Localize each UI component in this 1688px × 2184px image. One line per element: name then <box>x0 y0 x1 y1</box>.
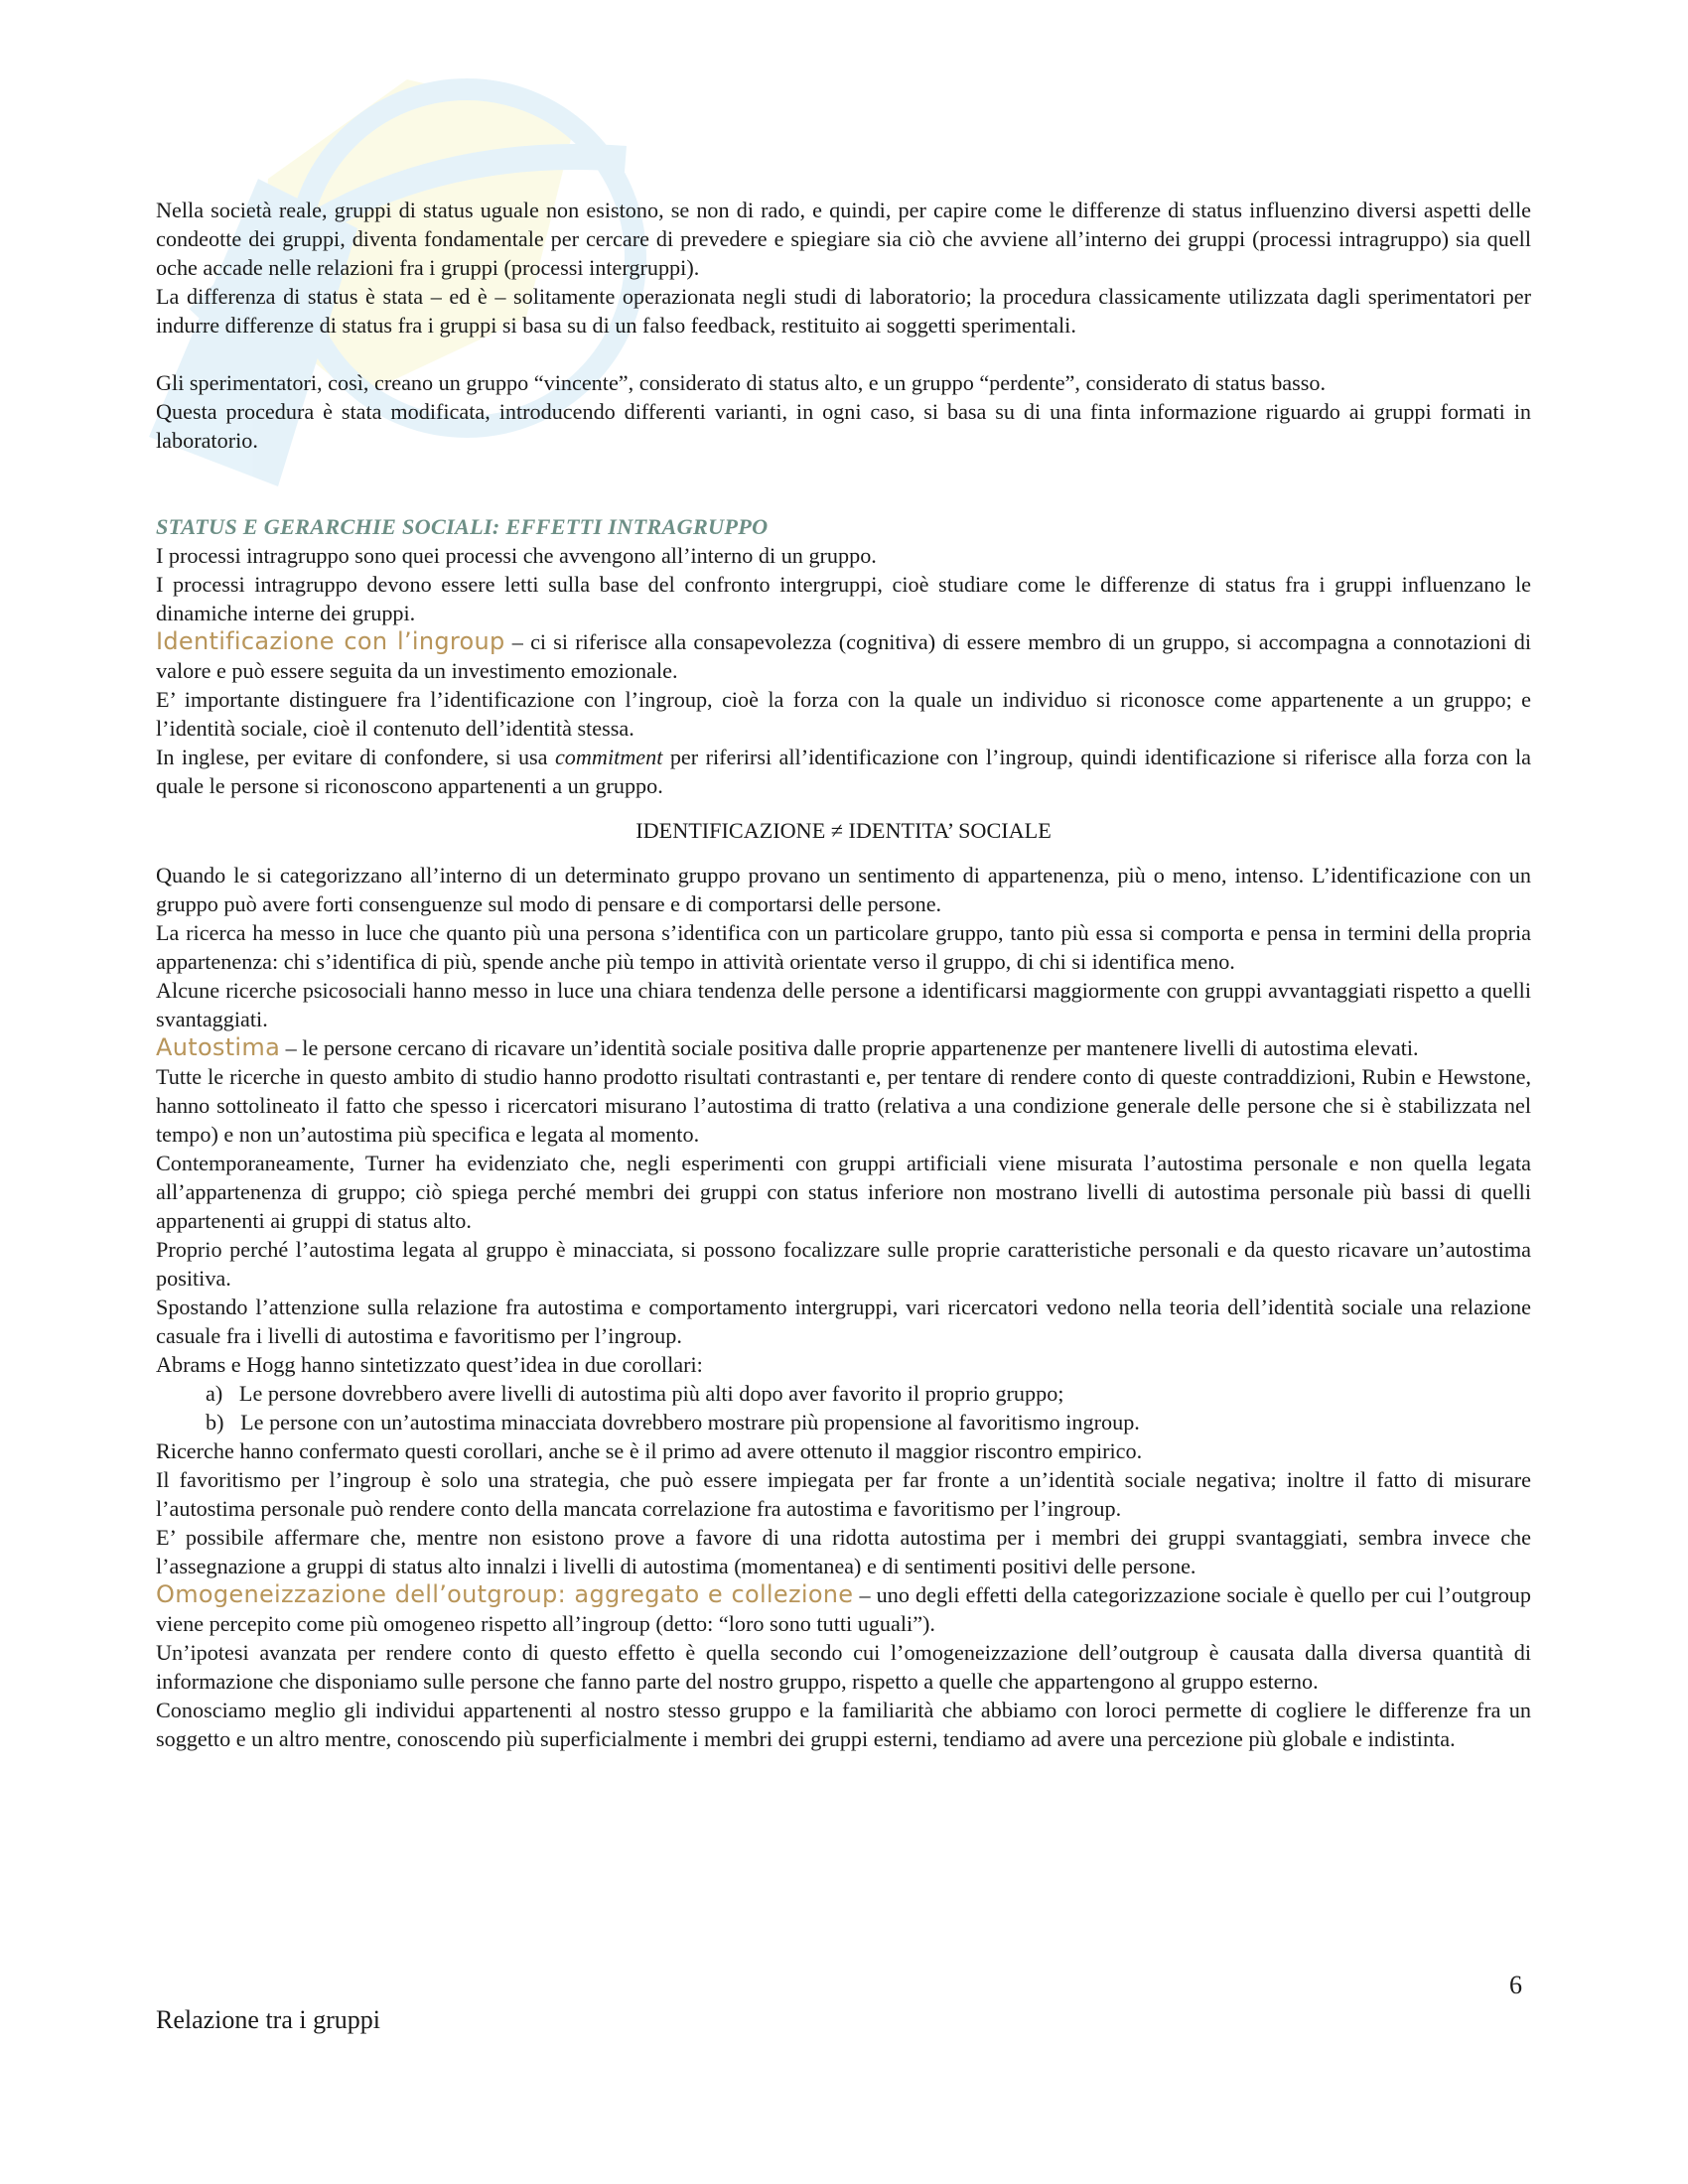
paragraph-text: – uno degli effetti della categorizzazione sociale è quello per cui l’outgroup viene percepito come più omogeneo rispetto all’ingroup (detto: “loro sono tutti uguali”). <box>156 1582 1531 1636</box>
list-item-text: Le persone dovrebbero avere livelli di autostima più alti dopo aver favorito il proprio gruppo; <box>238 1381 1064 1406</box>
paragraph <box>156 1580 1531 1638</box>
paragraph: Alcune ricerche psicosociali hanno messo in luce una chiara tendenza delle persone a identificarsi maggiormente con gruppi avvantaggiati rispetto a quelli svantaggiati. <box>156 978 1531 1031</box>
paragraph: Proprio perché l’autostima legata al gruppo è minacciata, si possono focalizzare sulle proprie caratteristiche personali e da questo ricavare un’autostima positiva. <box>156 1237 1531 1291</box>
paragraph: I processi intragruppo devono essere letti sulla base del confronto intergruppi, cioè studiare come le differenze di status fra i gruppi influenzano le dinamiche interne dei gruppi. <box>156 572 1531 625</box>
list-marker: a) <box>206 1381 223 1406</box>
term-heading: Autostima <box>156 1033 281 1061</box>
paragraph: Il favoritismo per l’ingroup è solo una strategia, che può essere impiegata per far fronte a un’identità sociale negativa; inoltre il fatto di misurare l’autostima personale può rendere conto della mancata correlazione fra autostima e favoritismo per l’ingroup. <box>156 1467 1531 1521</box>
paragraph: Tutte le ricerche in questo ambito di studio hanno prodotto risultati contrastanti e, per tentare di rendere conto di queste contraddizioni, Rubin e Hewstone, hanno sottolineato il fatto che spesso i ricercatori misurano l’autostima di tratto (relativa a una condizione generale delle persone che si è stabilizzata nel tempo) e non un’autostima più specifica e legata al momento. <box>156 1064 1531 1147</box>
paragraph: Conosciamo meglio gli individui appartenenti al nostro stesso gruppo e la familiarità che abbiamo con loroci permette di cogliere le differenze fra un soggetto e un altro mentre, conoscendo più superficialmente i membri dei gruppi esterni, tendiamo ad avere una percezione più globale e indistinta. <box>156 1698 1531 1751</box>
emphasis-text: commitment <box>554 745 663 769</box>
paragraph: Questa procedura è stata modificata, introducendo differenti varianti, in ogni caso, si basa su di una finta informazione riguardo ai gruppi formati in laboratorio. <box>156 399 1531 453</box>
paragraph: Spostando l’attenzione sulla relazione fra autostima e comportamento intergruppi, vari ricercatori vedono nella teoria dell’identità sociale una relazione casuale fra i livelli di autostima e favoritismo per l’ingroup. <box>156 1295 1531 1348</box>
paragraph <box>156 743 1531 800</box>
paragraph <box>156 1033 1531 1062</box>
centered-statement: IDENTIFICAZIONE ≠ IDENTITA’ SOCIALE <box>635 818 1052 843</box>
paragraph-text: – le persone cercano di ricavare un’identità sociale positiva dalle proprie appartenenze per mantenere livelli di autostima elevati. <box>280 1035 1419 1060</box>
paragraph: E’ importante distinguere fra l’identificazione con l’ingroup, cioè la forza con la quale un individuo si riconosce come appartenente a un gruppo; e l’identità sociale, cioè il contenuto dell’identità stessa. <box>156 687 1531 741</box>
document-body <box>156 196 1531 1753</box>
paragraph: I processi intragruppo sono quei processi che avvengono all’interno di un gruppo. <box>156 543 877 568</box>
page-number: 6 <box>1509 1971 1522 1999</box>
paragraph: Ricerche hanno confermato questi corollari, anche se è il primo ad avere ottenuto il maggior riscontro empirico. <box>156 1438 1143 1463</box>
corollary-list <box>156 1379 1531 1436</box>
paragraph: La ricerca ha messo in luce che quanto più una persona s’identifica con un particolare gruppo, tanto più essa si comporta e pensa in termini della propria appartenenza: chi s’identifica di più, spende anche più tempo in attività orientate verso il gruppo, di chi si identifica meno. <box>156 920 1531 974</box>
list-marker: b) <box>206 1410 224 1434</box>
list-item <box>196 1408 1531 1436</box>
paragraph: Nella società reale, gruppi di status uguale non esistono, se non di rado, e quindi, per capire come le differenze di status influenzino diversi aspetti delle condeotte dei gruppi, diventa fondamentale per cercare di prevedere e spiegiare sia ciò che avviene all’interno dei gruppi (processi intragruppo) sia quell oche accade nelle relazioni fra i gruppi (processi intergruppi). <box>156 198 1531 280</box>
paragraph: Un’ipotesi avanzata per rendere conto di questo effetto è quella secondo cui l’omogeneizzazione dell’outgroup è causata dalla diversa quantità di informazione che disponiamo sulle persone che fanno parte del nostro gruppo, rispetto a quelle che appartengono al gruppo esterno. <box>156 1640 1531 1694</box>
paragraph: La differenza di status è stata – ed è – solitamente operazionata negli studi di laboratorio; la procedura classicamente utilizzata dagli sperimentatori per indurre differenze di status fra i gruppi si basa su di un falso feedback, restituito ai soggetti sperimentali. <box>156 284 1531 338</box>
paragraph-text: In inglese, per evitare di confondere, si usa <box>156 745 555 769</box>
paragraph: Gli sperimentatori, così, creano un gruppo “vincente”, considerato di status alto, e un gruppo “perdente”, considerato di status basso. <box>156 370 1327 395</box>
paragraph-text: – ci si riferisce alla consapevolezza (cognitiva) di essere membro di un gruppo, si accompagna a connotazioni di valore e può essere seguita da un investimento emozionale. <box>156 629 1531 683</box>
paragraph <box>156 627 1531 685</box>
list-item <box>196 1379 1531 1408</box>
term-heading: Identificazione con l’ingroup <box>156 627 505 655</box>
paragraph: Quando le si categorizzano all’interno di un determinato gruppo provano un sentimento di appartenenza, più o meno, intenso. L’identificazione con un gruppo può avere forti consenguenze sul modo di pensare e di comportarsi delle persone. <box>156 863 1531 916</box>
paragraph: Contemporaneamente, Turner ha evidenziato che, negli esperimenti con gruppi artificiali viene misurata l’autostima personale e non quella legata all’appartenenza di gruppo; ciò spiega perché membri dei gruppi con status inferiore non mostrano livelli di autostima personale più bassi di quelli appartenenti ai gruppi di status alto. <box>156 1151 1531 1233</box>
list-item-text: Le persone con un’autostima minacciata dovrebbero mostrare più propensione al favoritismo ingroup. <box>240 1410 1140 1434</box>
footer-title: Relazione tra i gruppi <box>156 2005 380 2034</box>
paragraph: Abrams e Hogg hanno sintetizzato quest’idea in due corollari: <box>156 1352 703 1377</box>
section-heading: STATUS E GERARCHIE SOCIALI: EFFETTI INTRAGRUPPO <box>156 514 769 539</box>
paragraph-text: per riferirsi all’identificazione con l’ingroup, quindi identificazione si riferisce alla forza con la quale le persone si riconoscono appartenenti a un gruppo. <box>156 745 1532 798</box>
paragraph: E’ possibile affermare che, mentre non esistono prove a favore di una ridotta autostima per i membri dei gruppi svantaggiati, sembra invece che l’assegnazione a gruppi di status alto innalzi i livelli di autostima (momentanea) e di sentimenti positivi delle persone. <box>156 1525 1531 1578</box>
term-heading: Omogeneizzazione dell’outgroup: aggregato e collezione <box>156 1580 854 1608</box>
